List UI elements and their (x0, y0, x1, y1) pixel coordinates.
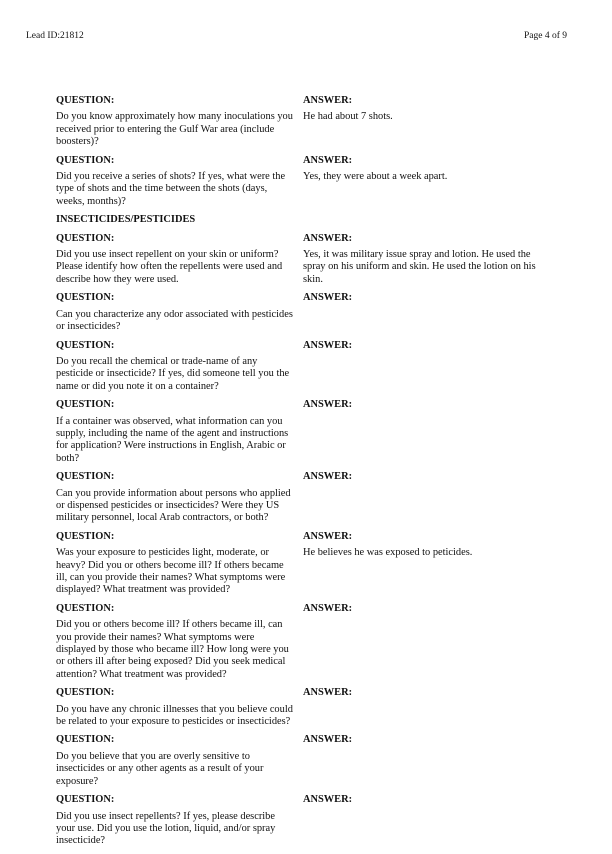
question (56, 155, 294, 209)
question-label: QUESTION: (56, 339, 115, 351)
question (56, 471, 294, 525)
question-text: Can you provide information about persons who applied or dispensed pesticides or insecticides? Were they US military personnel, local Arab contractors, or both? (56, 487, 291, 524)
question (56, 794, 294, 848)
question-text: Do you have any chronic illnesses that you believe could be related to your exposure to pesticides or insecticides? (56, 703, 293, 728)
answer-text: Yes, they were about a week apart. (303, 171, 448, 183)
question (56, 687, 294, 728)
qa-item (56, 603, 556, 681)
qa-item (56, 95, 556, 149)
qa-item (56, 794, 556, 848)
lead-id: Lead ID:21812 (26, 31, 84, 41)
answer (303, 794, 543, 810)
answer (303, 471, 543, 487)
qa-item (56, 233, 556, 287)
qa-item (56, 531, 556, 597)
answer-text: Yes, it was military issue spray and lotion. He used the spray on his uniform and skin. He used the lotion on his skin. (303, 249, 536, 285)
question-label: QUESTION: (56, 530, 115, 542)
answer-label: ANSWER: (303, 399, 353, 411)
answer-label: ANSWER: (303, 734, 353, 746)
question (56, 603, 294, 681)
answer-text: He had about 7 shots. (303, 111, 393, 123)
answer-text: He believes he was exposed to peticides. (303, 547, 473, 559)
answer (303, 95, 543, 124)
question-text: Did you use insect repellent on your skin or uniform? Please identify how often the repellents were used and describe how they were used. (56, 249, 283, 285)
question (56, 531, 294, 597)
answer (303, 399, 543, 415)
answer-label: ANSWER: (303, 232, 353, 244)
qa-item (56, 734, 556, 788)
answer-label: ANSWER: (303, 687, 353, 699)
answer (303, 734, 543, 750)
question (56, 399, 294, 465)
question-text: Was your exposure to pesticides light, moderate, or heavy? Did you or others become ill? If others became ill, can you provide their names? What symptoms were displayed? What treatment was provided? (56, 547, 286, 596)
answer-label: ANSWER: (303, 530, 353, 542)
answer-label: ANSWER: (303, 471, 353, 483)
question-text: Did you receive a series of shots? If yes, what were the type of shots and the time between the shots (days, weeks, months)? (56, 171, 286, 207)
question-text: Do you believe that you are overly sensitive to insecticides or any other agents as a result of your exposure? (56, 750, 264, 787)
answer (303, 603, 543, 619)
page-number: Page 4 of 9 (524, 31, 568, 41)
answer (303, 531, 543, 560)
answer-label: ANSWER: (303, 339, 353, 351)
question (56, 292, 294, 333)
qa-item (56, 292, 556, 333)
answer-label: ANSWER: (303, 95, 353, 106)
qa-item (56, 399, 556, 465)
question (56, 95, 294, 149)
question-text: Can you characterize any odor associated with pesticides or insecticides? (56, 308, 293, 333)
question (56, 734, 294, 788)
answer (303, 687, 543, 703)
question-label: QUESTION: (56, 154, 115, 166)
qa-item (56, 155, 556, 209)
question-text: Do you know approximately how many inoculations you received prior to entering the Gulf War area (include boosters)? (56, 111, 293, 148)
question-text: Did you use insect repellents? If yes, please describe your use. Did you use the lotion, liquid, and/or spray insecticide? (56, 810, 276, 847)
question (56, 340, 294, 394)
question-label: QUESTION: (56, 602, 115, 614)
question-text: Do you recall the chemical or trade-name of any pesticide or insecticide? If yes, did someone tell you the name or did you note it on a container? (56, 355, 290, 392)
question-label: QUESTION: (56, 734, 115, 746)
question-label: QUESTION: (56, 794, 115, 806)
question-text: Did you or others become ill? If others became ill, can you provide their names? What symptoms were displayed by those who became ill? How long were you or others ill after being exposed? Did you seek medical attention? What treatment was provided? (56, 619, 289, 680)
answer (303, 292, 543, 308)
section-title: INSECTICIDES/PESTICIDES (56, 214, 196, 226)
answer (303, 233, 543, 287)
qa-item (56, 340, 556, 394)
answer-label: ANSWER: (303, 154, 353, 166)
question (56, 233, 294, 287)
answer-label: ANSWER: (303, 292, 353, 304)
answer-label: ANSWER: (303, 602, 353, 614)
question-label: QUESTION: (56, 292, 115, 304)
answer (303, 155, 543, 184)
qa-item (56, 687, 556, 728)
question-label: QUESTION: (56, 471, 115, 483)
question-label: QUESTION: (56, 95, 115, 106)
question-text: If a container was observed, what information can you supply, including the name of the agent and instructions for application? Were instructions in English, Arabic or both? (56, 415, 289, 464)
qa-item (56, 471, 556, 525)
question-label: QUESTION: (56, 232, 115, 244)
answer-label: ANSWER: (303, 794, 353, 806)
question-label: QUESTION: (56, 687, 115, 699)
question-label: QUESTION: (56, 399, 115, 411)
answer (303, 340, 543, 356)
